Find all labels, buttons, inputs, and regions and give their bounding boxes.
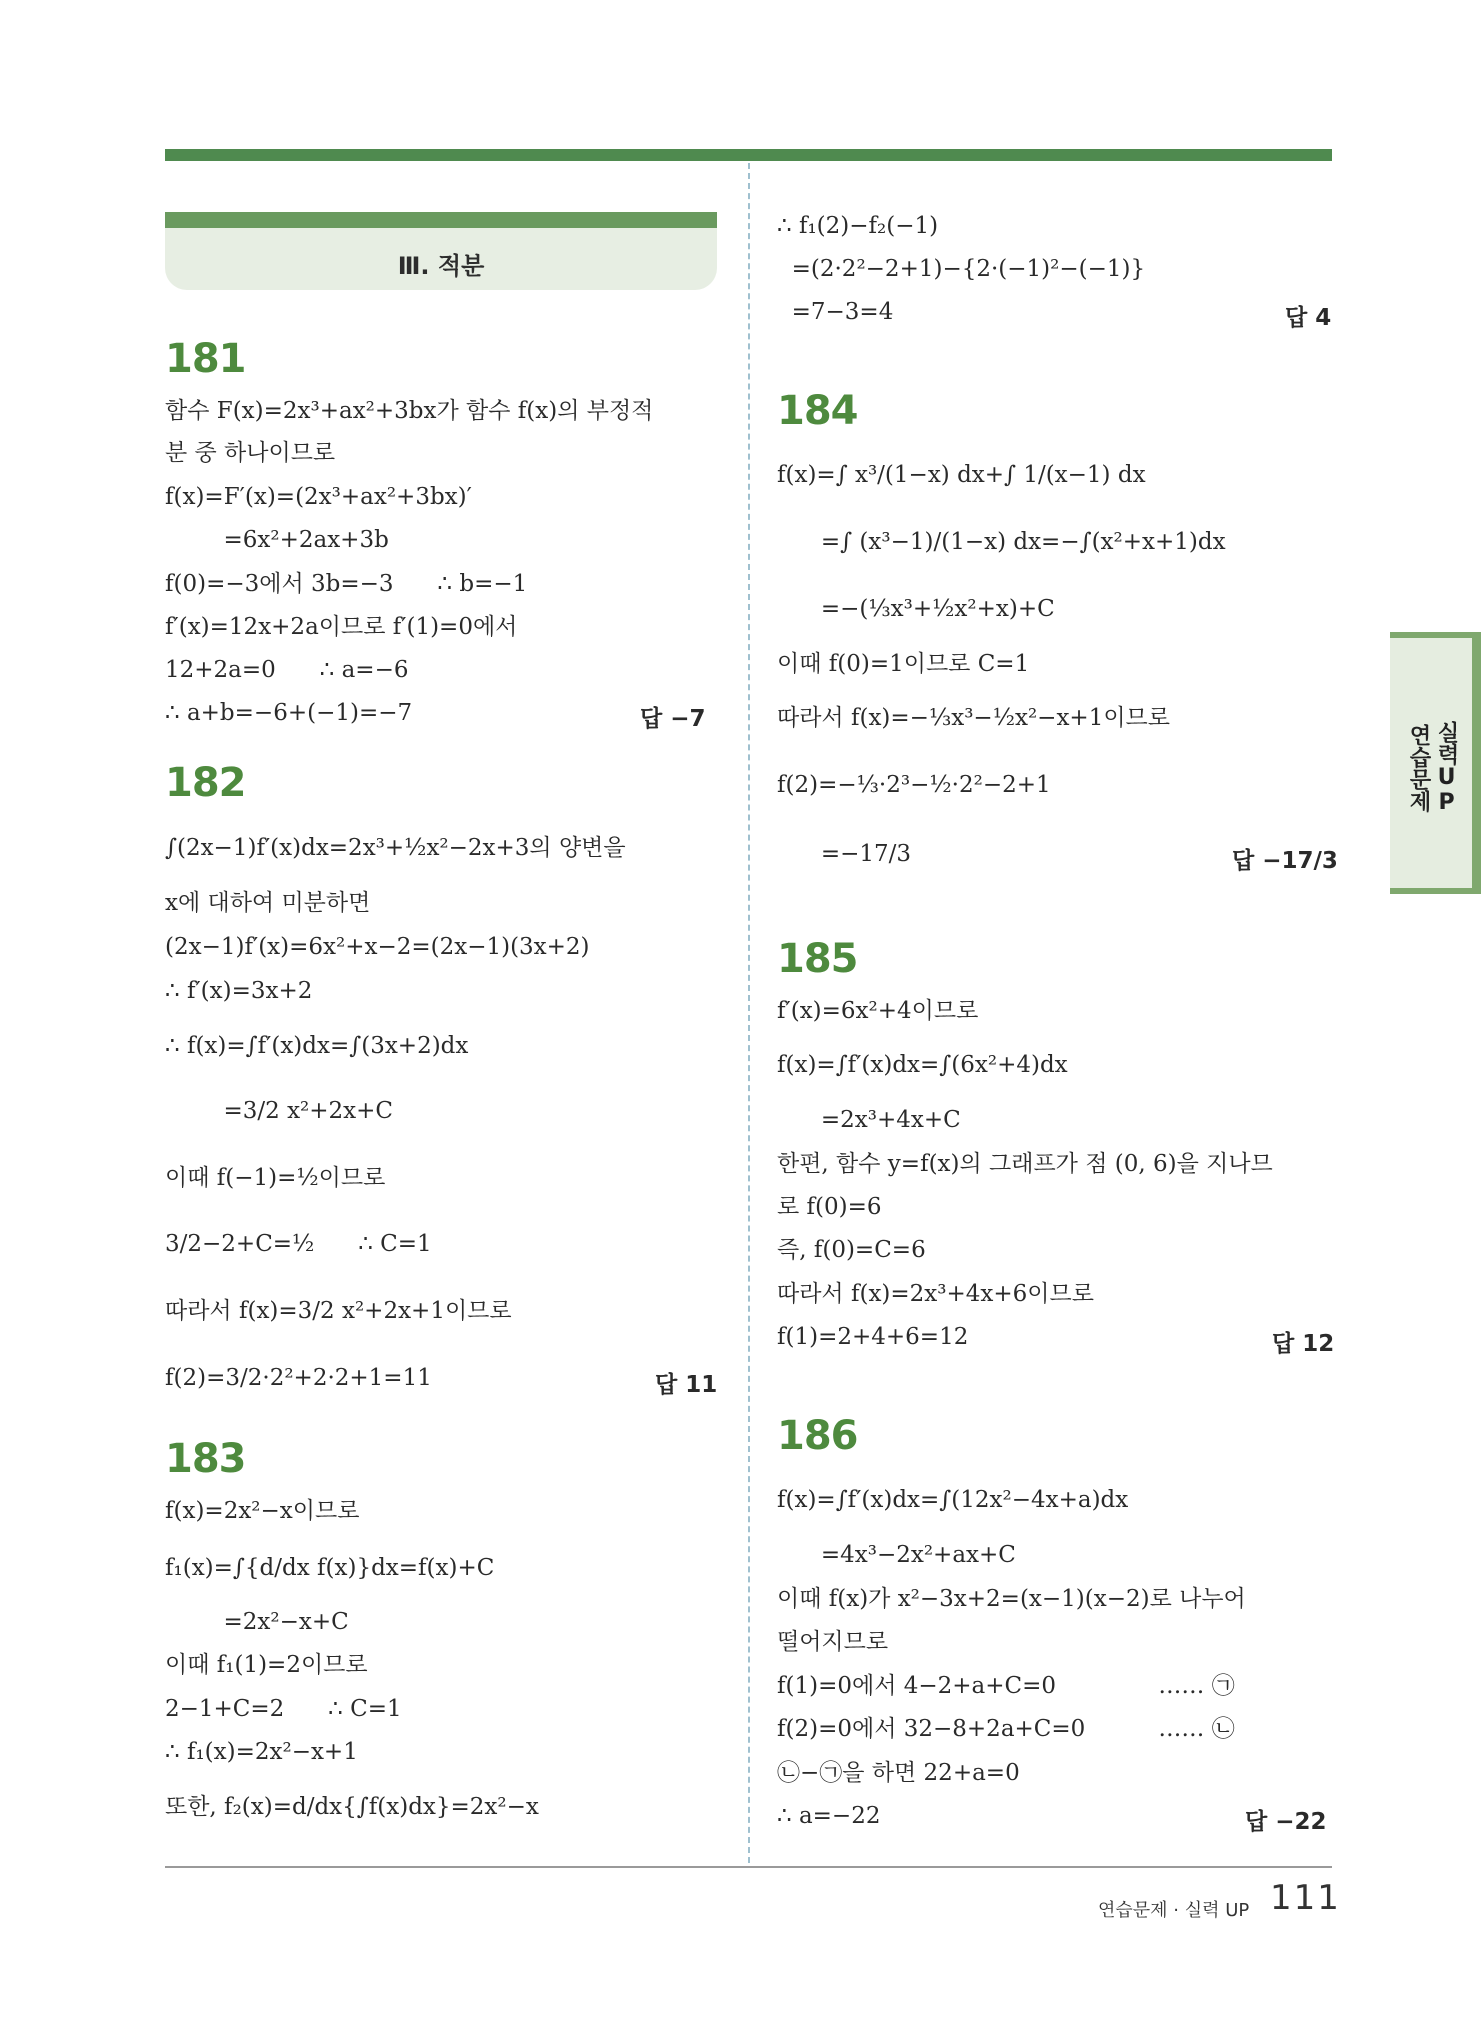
problem-number: 185 <box>777 936 858 982</box>
solution-line: =3/2 x²+2x+C <box>165 1098 394 1124</box>
solution-line: f(x)=∫f′(x)dx=∫(6x²+4)dx <box>777 1052 1068 1078</box>
solution-line: 이때 f(0)=1이므로 C=1 <box>777 651 1030 677</box>
solution-line: f(2)=0에서 32−8+2a+C=0 …… ㉡ <box>777 1716 1235 1742</box>
answer-label: 답 −7 <box>640 706 706 732</box>
bottom-rule <box>165 1866 1332 1868</box>
answer-label: 답 4 <box>1285 305 1332 331</box>
solution-line: 분 중 하나이므로 <box>165 440 336 466</box>
solution-line: f′(x)=6x²+4이므로 <box>777 998 979 1024</box>
solution-line: 함수 F(x)=2x³+ax²+3bx가 함수 f(x)의 부정적 <box>165 398 654 424</box>
solution-line: ∴ f′(x)=3x+2 <box>165 978 313 1004</box>
solution-line: f(2)=−⅓·2³−½·2²−2+1 <box>777 772 1051 798</box>
solution-line: 이때 f₁(1)=2이므로 <box>165 1652 368 1678</box>
solution-line: 12+2a=0 ∴ a=−6 <box>165 657 409 683</box>
solution-line: =∫ (x³−1)/(1−x) dx=−∫(x²+x+1)dx <box>777 529 1226 555</box>
side-tab-inner <box>1390 638 1472 888</box>
page-number: 111 <box>1270 1878 1341 1918</box>
solution-line: f′(x)=12x+2a이므로 f′(1)=0에서 <box>165 614 518 640</box>
problem-number: 183 <box>165 1436 246 1482</box>
column-divider <box>748 163 750 1863</box>
answer-label: 답 12 <box>1272 1331 1335 1357</box>
solution-line: 이때 f(x)가 x²−3x+2=(x−1)(x−2)로 나누어 <box>777 1586 1246 1612</box>
answer-label: 답 −22 <box>1245 1809 1327 1835</box>
solution-line: ∴ f₁(x)=2x²−x+1 <box>165 1739 358 1765</box>
footer-label: 연습문제 · 실력 UP <box>1098 1900 1250 1921</box>
solution-line: 따라서 f(x)=3/2 x²+2x+1이므로 <box>165 1298 512 1324</box>
answer-label: 답 11 <box>655 1372 718 1398</box>
solution-line: 2−1+C=2 ∴ C=1 <box>165 1696 402 1722</box>
solution-line: 한편, 함수 y=f(x)의 그래프가 점 (0, 6)을 지나므 <box>777 1151 1273 1177</box>
solution-line: =−17/3 <box>777 841 912 867</box>
solution-line: 3/2−2+C=½ ∴ C=1 <box>165 1231 432 1257</box>
solution-line: f(2)=3/2·2²+2·2+1=11 <box>165 1365 432 1391</box>
solution-line: f(x)=∫f′(x)dx=∫(12x²−4x+a)dx <box>777 1487 1129 1513</box>
solution-line: f(1)=0에서 4−2+a+C=0 …… ㉠ <box>777 1673 1235 1699</box>
solution-line: 이때 f(−1)=½이므로 <box>165 1165 386 1191</box>
problem-number: 186 <box>777 1413 858 1459</box>
solution-line: ∴ a+b=−6+(−1)=−7 <box>165 700 413 726</box>
solution-line: 떨어지므로 <box>777 1629 889 1655</box>
side-tab-label-1: 연습문제 <box>1406 724 1431 812</box>
solution-line: =2x²−x+C <box>165 1609 349 1635</box>
side-tab-label-2: 실력UP <box>1434 721 1459 815</box>
section-title: Ⅲ. 적분 <box>397 252 485 280</box>
problem-number: 184 <box>777 388 858 434</box>
solution-line: ∴ a=−22 <box>777 1803 881 1829</box>
problem-number: 182 <box>165 760 246 806</box>
top-green-bar <box>165 149 1332 161</box>
solution-line: ∴ f₁(2)−f₂(−1) <box>777 213 939 239</box>
solution-line: ㉡−㉠을 하면 22+a=0 <box>777 1760 1020 1786</box>
solution-line: f(1)=2+4+6=12 <box>777 1324 969 1350</box>
solution-line: f(0)=−3에서 3b=−3 ∴ b=−1 <box>165 571 528 597</box>
solution-line: =−(⅓x³+½x²+x)+C <box>777 596 1055 622</box>
solution-line: 따라서 f(x)=2x³+4x+6이므로 <box>777 1281 1094 1307</box>
solution-line: 따라서 f(x)=−⅓x³−½x²−x+1이므로 <box>777 705 1170 731</box>
problem-number: 181 <box>165 336 246 382</box>
section-header <box>165 212 717 290</box>
solution-line: 즉, f(0)=C=6 <box>777 1237 926 1263</box>
solution-line: x에 대하여 미분하면 <box>165 890 371 916</box>
solution-line: ∴ f(x)=∫f′(x)dx=∫(3x+2)dx <box>165 1033 469 1059</box>
solution-line: f(x)=2x²−x이므로 <box>165 1498 360 1524</box>
solution-line: f(x)=∫ x³/(1−x) dx+∫ 1/(x−1) dx <box>777 462 1146 488</box>
solution-line: f(x)=F′(x)=(2x³+ax²+3bx)′ <box>165 484 472 510</box>
chapter-side-tab[interactable] <box>1390 632 1481 894</box>
solution-line: =6x²+2ax+3b <box>165 527 389 553</box>
solution-line: =7−3=4 <box>777 299 894 325</box>
solution-line: (2x−1)f′(x)=6x²+x−2=(2x−1)(3x+2) <box>165 934 590 960</box>
solution-line: =2x³+4x+C <box>777 1107 961 1133</box>
solution-line: ∫(2x−1)f′(x)dx=2x³+½x²−2x+3의 양변을 <box>165 835 626 861</box>
solution-line: f₁(x)=∫{d/dx f(x)}dx=f(x)+C <box>165 1555 495 1581</box>
answer-label: 답 −17/3 <box>1232 848 1338 874</box>
solution-line: 또한, f₂(x)=d/dx{∫f(x)dx}=2x²−x <box>165 1794 539 1820</box>
solution-line: =(2·2²−2+1)−{2·(−1)²−(−1)} <box>777 256 1146 282</box>
solution-line: =4x³−2x²+ax+C <box>777 1542 1016 1568</box>
solution-line: 로 f(0)=6 <box>777 1194 882 1220</box>
section-header-strip <box>165 212 717 228</box>
